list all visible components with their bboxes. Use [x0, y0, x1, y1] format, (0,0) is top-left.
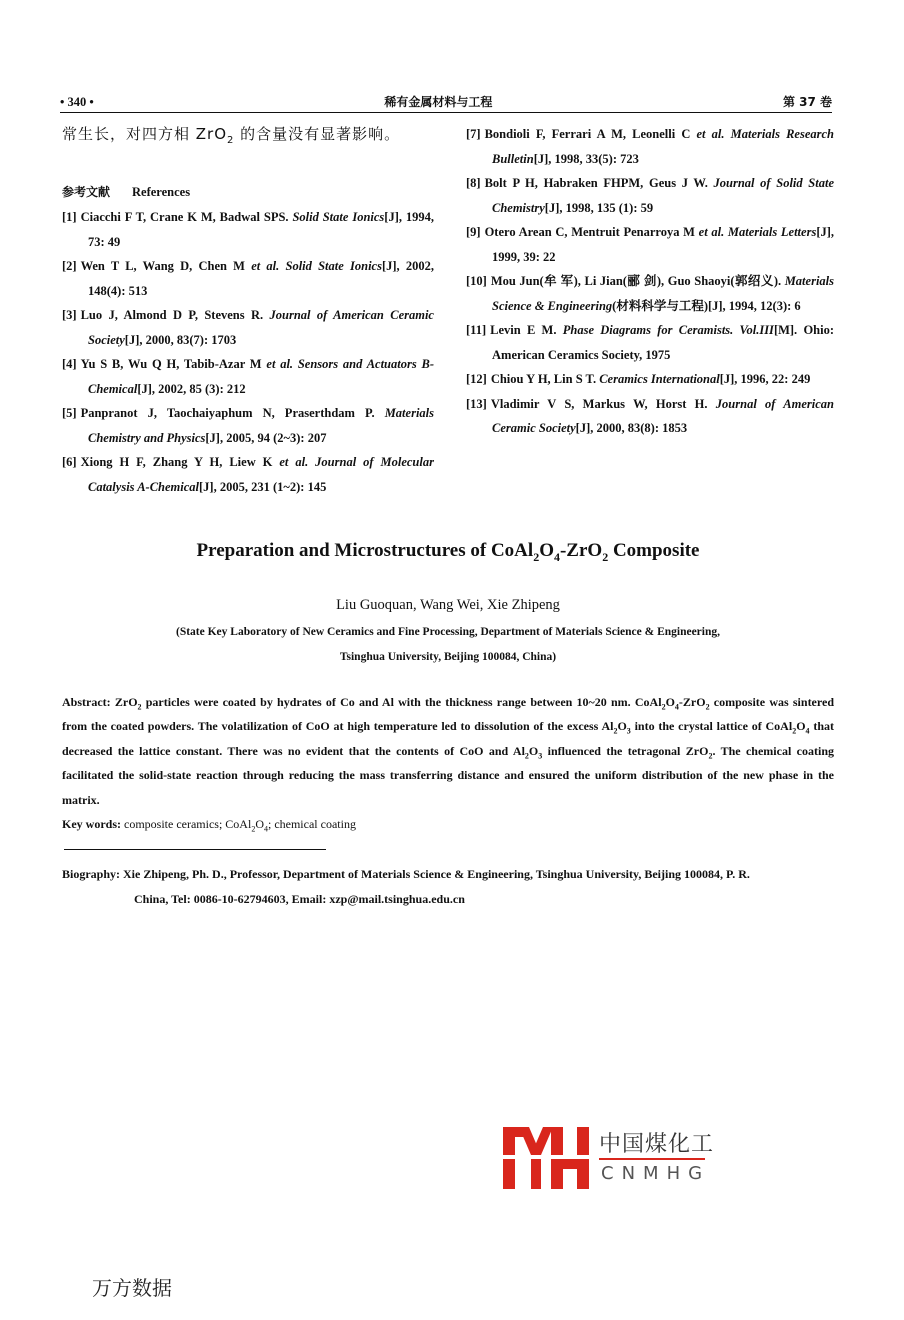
subscript: 2	[251, 824, 256, 834]
cnmhg-logo	[503, 1125, 713, 1191]
reference-authors: Chiou Y H, Lin S T.	[490, 372, 600, 386]
reference-journal: Solid State Ionics	[292, 210, 385, 224]
reference-authors: Wen T L, Wang D, Chen M	[80, 259, 252, 273]
abstract-text: -ZrO	[678, 694, 706, 709]
subscript: 4	[263, 824, 268, 834]
biography-line: China, Tel: 0086-10-62794603, Email: xzp@mail.tsinghua.edu.cn	[134, 891, 465, 906]
reference-rest: [J], 1998, 135 (1): 59	[544, 200, 654, 215]
reference-journal: Journal of Molecular Catalysis A-Chemical	[88, 455, 434, 494]
reference-authors: Mou Jun(牟 军), Li Jian(郦 剑), Guo Shaoyi(郭绍义).	[490, 274, 785, 288]
cn-text-part: 常生长，对四方相 ZrO	[62, 125, 228, 143]
reference-journal: Journal of American Ceramic Society	[88, 308, 434, 347]
reference-rest: [J], 1998, 33(5): 723	[533, 151, 639, 166]
abstract-label: Abstract:	[62, 694, 111, 709]
keywords-text: composite ceramics; CoAl	[121, 817, 252, 832]
reference-authors: Panpranot J, Taochaiyaphum N, Praserthdam P.	[80, 406, 385, 420]
keywords-text: O	[255, 817, 264, 832]
subscript: 4	[553, 549, 560, 564]
reference-item	[466, 171, 834, 220]
reference-num: [8]	[466, 176, 481, 190]
references-right-column	[466, 122, 834, 441]
keywords	[62, 812, 834, 837]
affiliation	[62, 620, 834, 670]
reference-num: [4]	[62, 357, 77, 371]
reference-item	[62, 450, 434, 499]
reference-authors: Luo J, Almond D P, Stevens R.	[80, 308, 270, 322]
reference-etal: et al.	[698, 225, 728, 239]
abstract-text: O	[796, 719, 806, 734]
reference-item	[466, 269, 834, 318]
reference-item	[466, 220, 834, 269]
subscript: 2	[602, 549, 609, 564]
subscript: 2	[705, 702, 710, 712]
reference-num: [9]	[466, 225, 481, 239]
authors: Liu Guoquan, Wang Wei, Xie Zhipeng	[336, 596, 560, 613]
reference-rest: (材料科学与工程)[J], 1994, 12(3): 6	[612, 298, 801, 313]
header-rule	[60, 112, 832, 113]
reference-num: [12]	[466, 372, 487, 386]
reference-etal: et al.	[696, 127, 731, 141]
abstract-text: O	[617, 719, 627, 734]
reference-authors: Bondioli F, Ferrari A M, Leonelli C	[484, 127, 697, 141]
reference-rest: [J], 2000, 83(8): 1853	[575, 421, 688, 435]
continued-chinese-text	[62, 122, 434, 153]
references-heading-cn: 参考文献	[62, 185, 111, 199]
reference-num: [5]	[62, 406, 77, 420]
reference-num: [7]	[466, 127, 481, 141]
footnote-rule	[64, 849, 326, 850]
reference-item	[466, 318, 834, 367]
abstract-text: influenced the tetragonal ZrO	[542, 743, 709, 758]
journal-name: 稀有金属材料与工程	[384, 95, 493, 109]
running-header	[60, 90, 832, 110]
reference-rest: [J], 2002, 85 (3): 212	[137, 381, 246, 396]
references-left-column	[62, 205, 434, 499]
reference-authors: Yu S B, Wu Q H, Tabib-Azar M	[80, 357, 267, 371]
abstract-text: . The chemical coating facilitated the solid-state reaction through reducing the mass transferring distance and ensured the uniform distribution of the new phase in the matrix.	[62, 743, 835, 807]
reference-journal: Journal of American Ceramic Society	[492, 396, 834, 435]
english-title	[62, 536, 834, 572]
affiliation-line: Tsinghua University, Beijing 100084, China)	[339, 650, 557, 663]
reference-num: [6]	[62, 455, 77, 469]
reference-authors: Xiong H F, Zhang Y H, Liew K	[80, 455, 280, 469]
affiliation-line: (State Key Laboratory of New Ceramics and Fine Processing, Department of Materials Science & Engineering,	[175, 625, 720, 638]
reference-num: [1]	[62, 210, 77, 224]
reference-item	[466, 122, 834, 171]
subscript: 4	[674, 702, 679, 712]
reference-rest: [J], 2000, 83(7): 1703	[124, 332, 237, 347]
references-heading-en: References	[132, 185, 191, 199]
reference-rest: [J], 2005, 94 (2~3): 207	[205, 430, 327, 445]
subscript: 2	[137, 702, 142, 712]
logo-text-en: CNMHG	[601, 1163, 711, 1184]
reference-journal: Solid State Ionics	[285, 259, 382, 273]
reference-num: [10]	[466, 274, 487, 288]
logo-divider	[599, 1158, 705, 1160]
subscript: 2	[533, 549, 540, 564]
abstract-text: into the crystal lattice of CoAl	[630, 719, 793, 734]
reference-etal: et al.	[266, 357, 298, 371]
reference-authors: Otero Arean C, Mentruit Penarroya M	[484, 225, 699, 239]
reference-journal: Materials Science & Engineering	[492, 274, 834, 313]
subscript: 2	[227, 135, 235, 146]
biography	[62, 862, 834, 912]
reference-authors: Ciacchi F T, Crane K M, Badwal SPS.	[80, 210, 293, 224]
reference-journal: Materials Research Bulletin	[492, 127, 834, 166]
abstract-text: O	[665, 694, 675, 709]
reference-authors: Levin E M.	[490, 323, 563, 337]
subscript: 2	[792, 726, 797, 736]
abstract-text: that decreased the lattice constant. There was no evident that the contents of CoO and Al	[62, 719, 834, 758]
abstract-text: composite was sintered from the coated powders. The volatilization of CoO at high temperature led to dissolution of the excess Al	[62, 694, 834, 734]
reference-authors: Vladimir V S, Markus W, Horst H.	[490, 396, 716, 411]
reference-rest: [J], 1999, 39: 22	[492, 225, 835, 264]
abstract-text: O	[528, 743, 539, 758]
reference-etal: et al.	[279, 455, 316, 469]
subscript: 2	[661, 702, 666, 712]
cn-text-part: 的含量没有显著影响。	[234, 125, 401, 143]
abstract-text: ZrO	[110, 694, 138, 709]
biography-line: Biography: Xie Zhipeng, Ph. D., Professor, Department of Materials Science & Engineering, Tsinghua University, Beijing 100084, P. R.	[62, 866, 750, 881]
subscript: 4	[805, 726, 810, 736]
keywords-label: Key words:	[62, 817, 121, 832]
abstract-section	[62, 536, 834, 912]
title-part: -ZrO	[559, 540, 603, 561]
subscript: 2	[708, 751, 713, 761]
title-part: O	[539, 540, 554, 561]
reference-num: [3]	[62, 308, 77, 322]
reference-authors: Bolt P H, Habraken FHPM, Geus J W.	[484, 176, 714, 190]
title-part: Composite	[608, 540, 700, 561]
reference-etal: et al.	[251, 259, 286, 273]
reference-journal: Materials Letters	[727, 225, 817, 239]
left-column	[62, 122, 434, 499]
right-column	[466, 122, 834, 441]
two-column-section	[62, 122, 834, 499]
logo-text-cn: 中国煤化工	[599, 1132, 715, 1157]
reference-rest: [J], 2005, 231 (1~2): 145	[199, 479, 327, 494]
subscript: 2	[613, 726, 618, 736]
references-heading	[62, 181, 434, 203]
reference-item	[466, 367, 834, 392]
subscript: 3	[538, 751, 543, 761]
keywords-text: ; chemical coating	[267, 817, 356, 832]
subscript: 2	[524, 751, 529, 761]
reference-rest: [M]. Ohio: American Ceramics Society, 1975	[492, 323, 835, 362]
reference-journal: Journal of Solid State Chemistry	[492, 176, 834, 215]
reference-item	[62, 401, 434, 450]
reference-num: [13]	[466, 396, 487, 411]
reference-num: [11]	[466, 323, 487, 337]
reference-item	[62, 205, 434, 254]
reference-journal: Ceramics International	[599, 372, 720, 386]
reference-journal: Sensors and Actuators B-Chemical	[88, 357, 434, 396]
reference-rest: [J], 1996, 22: 249	[719, 372, 811, 386]
volume-label: 第 37 卷	[782, 95, 832, 109]
reference-item	[62, 352, 434, 401]
reference-rest: [J], 2002, 148(4): 513	[88, 259, 435, 298]
abstract-text: particles were coated by hydrates of Co and Al with the thickness range between 10~20 nm. CoAl	[141, 694, 662, 709]
abstract	[62, 690, 834, 813]
title-part: Preparation and Microstructures of CoAl	[196, 540, 534, 561]
reference-rest: [J], 1994, 73: 49	[88, 210, 435, 249]
subscript: 3	[626, 726, 631, 736]
mh-logo-mark-icon	[503, 1125, 593, 1191]
reference-journal: Phase Diagrams for Ceramists. Vol.III	[562, 323, 774, 337]
page-number: • 340 •	[60, 95, 94, 109]
reference-num: [2]	[62, 259, 77, 273]
reference-item	[62, 254, 434, 303]
reference-journal: Materials Chemistry and Physics	[88, 406, 434, 445]
reference-item	[466, 392, 834, 441]
reference-item	[62, 303, 434, 352]
wanfang-watermark: 万方数据	[92, 1276, 172, 1300]
